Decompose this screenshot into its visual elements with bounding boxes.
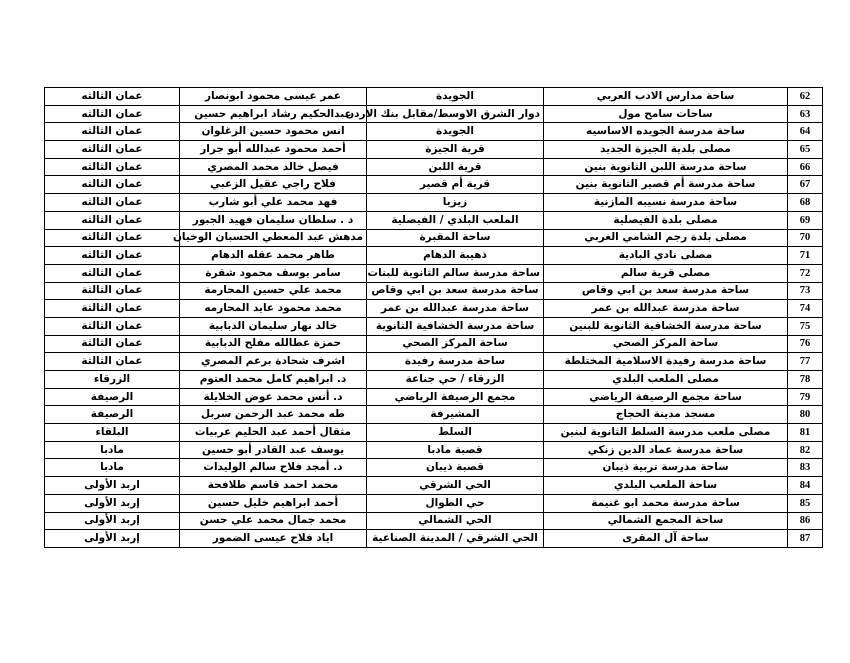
location-cell: دوار الشرق الاوسط/مقابل بنك الاردن	[367, 105, 544, 123]
prayer-venues-table	[44, 87, 823, 548]
area-cell: عمان الثالثه	[45, 88, 180, 106]
table-row	[45, 211, 823, 229]
name-cell: د . سلطان سليمان فهيد الجبور	[180, 211, 367, 229]
name-cell: حمزة عطالله مفلح الدبابية	[180, 335, 367, 353]
venue-cell: ساحة مجمع الرصيفة الرياضي	[544, 388, 788, 406]
location-cell: قرية أم قصير	[367, 176, 544, 194]
location-cell: المشيرفة	[367, 406, 544, 424]
table-row	[45, 105, 823, 123]
table-row	[45, 494, 823, 512]
name-cell: د. أمجد فلاح سالم الوليدات	[180, 459, 367, 477]
row-number: 80	[788, 406, 823, 424]
area-cell: عمان الثالثه	[45, 229, 180, 247]
area-cell: مادبا	[45, 441, 180, 459]
area-cell: إربد الأولى	[45, 530, 180, 548]
venue-cell: ساحة مدرسة سعد بن ابي وقاص	[544, 282, 788, 300]
venue-cell: ساحة مدرسة محمد ابو غنيمة	[544, 494, 788, 512]
name-cell: طه محمد عبد الرحمن سربل	[180, 406, 367, 424]
row-number: 68	[788, 194, 823, 212]
name-cell: فلاح راجي عقيل الزعبي	[180, 176, 367, 194]
location-cell: قصبة مادبا	[367, 441, 544, 459]
table-row	[45, 406, 823, 424]
venue-cell: مصلى الملعب البلدي	[544, 371, 788, 389]
name-cell: فيصل خالد محمد المصري	[180, 158, 367, 176]
venue-cell: ساحة الملعب البلدي	[544, 477, 788, 495]
area-cell: اربد الأولى	[45, 477, 180, 495]
row-number: 71	[788, 247, 823, 265]
location-cell: قرية اللبن	[367, 158, 544, 176]
location-cell: ساحة مدرسة سعد بن ابي وقاص	[367, 282, 544, 300]
location-cell: ساحة مدرسة عبدالله بن عمر	[367, 300, 544, 318]
location-cell: الحي الشرقي	[367, 477, 544, 495]
area-cell: عمان الثالثة	[45, 353, 180, 371]
area-cell: عمان الثالثة	[45, 300, 180, 318]
table-row	[45, 158, 823, 176]
location-cell: ساحة المركز الصحي	[367, 335, 544, 353]
name-cell: اشرف شحادة برعم المصري	[180, 353, 367, 371]
name-cell: عبدالحكيم رشاد ابراهيم حسين	[180, 105, 367, 123]
row-number: 81	[788, 424, 823, 442]
table-row	[45, 194, 823, 212]
location-cell: ذهيبة الدهام	[367, 247, 544, 265]
row-number: 82	[788, 441, 823, 459]
row-number: 78	[788, 371, 823, 389]
venue-cell: ساحة مدرسة اللبن الثانوية بنين	[544, 158, 788, 176]
venue-cell: ساحات سامح مول	[544, 105, 788, 123]
table-row	[45, 371, 823, 389]
table-row	[45, 388, 823, 406]
area-cell: عمان الثالثة	[45, 317, 180, 335]
table-body	[45, 88, 823, 548]
venue-cell: ساحة المجمع الشمالي	[544, 512, 788, 530]
row-number: 77	[788, 353, 823, 371]
row-number: 83	[788, 459, 823, 477]
table-row	[45, 353, 823, 371]
table-row	[45, 459, 823, 477]
area-cell: الزرقاء	[45, 371, 180, 389]
venue-cell: مصلى قرية سالم	[544, 264, 788, 282]
name-cell: أحمد محمود عبدالله أبو جرار	[180, 141, 367, 159]
row-number: 75	[788, 317, 823, 335]
row-number: 73	[788, 282, 823, 300]
location-cell: مجمع الرصيفة الرياضي	[367, 388, 544, 406]
area-cell: عمان الثالثه	[45, 158, 180, 176]
row-number: 85	[788, 494, 823, 512]
venue-cell: ساحة مدرسة عبدالله بن عمر	[544, 300, 788, 318]
venue-cell: مسجد مدينة الحجاج	[544, 406, 788, 424]
name-cell: محمد جمال محمد علي حسن	[180, 512, 367, 530]
area-cell: عمان الثالثه	[45, 105, 180, 123]
table-row	[45, 477, 823, 495]
name-cell: أحمد ابراهيم خليل حسين	[180, 494, 367, 512]
location-cell: السلط	[367, 424, 544, 442]
row-number: 63	[788, 105, 823, 123]
venue-cell: ساحة مدارس الادب العربي	[544, 88, 788, 106]
area-cell: عمان الثالثه	[45, 176, 180, 194]
row-number: 72	[788, 264, 823, 282]
location-cell: الحي الشرقي / المدينة الصناعية	[367, 530, 544, 548]
table-row	[45, 300, 823, 318]
row-number: 62	[788, 88, 823, 106]
venue-cell: مصلى بلدة رجم الشامي الغربي	[544, 229, 788, 247]
area-cell: مادبا	[45, 459, 180, 477]
location-cell: الحي الشمالي	[367, 512, 544, 530]
table-row	[45, 88, 823, 106]
area-cell: عمان الثالثة	[45, 335, 180, 353]
row-number: 84	[788, 477, 823, 495]
location-cell: الجويدة	[367, 88, 544, 106]
table-row	[45, 441, 823, 459]
name-cell: اياد فلاح عيسى الضمور	[180, 530, 367, 548]
location-cell: الملعب البلدي / الفيصلية	[367, 211, 544, 229]
row-number: 69	[788, 211, 823, 229]
area-cell: عمان الثالثة	[45, 282, 180, 300]
table-row	[45, 229, 823, 247]
location-cell: الزرقاء / حي جناعة	[367, 371, 544, 389]
name-cell: طاهر محمد عقله الدهام	[180, 247, 367, 265]
name-cell: عمر عيسى محمود ابونصار	[180, 88, 367, 106]
location-cell: قصبة ذيبان	[367, 459, 544, 477]
name-cell: فهد محمد علي أبو شارب	[180, 194, 367, 212]
name-cell: د. أنس محمد عوض الخلايلة	[180, 388, 367, 406]
row-number: 76	[788, 335, 823, 353]
area-cell: إربد الأولى	[45, 494, 180, 512]
area-cell: الرصيفة	[45, 406, 180, 424]
name-cell: يوسف عبد القادر أبو حسين	[180, 441, 367, 459]
location-cell: ساحة مدرسة سالم الثانوية للبنات	[367, 264, 544, 282]
venue-cell: ساحة المركز الصحي	[544, 335, 788, 353]
name-cell: مدهش عبد المعطي الحسبان الوخيان	[180, 229, 367, 247]
row-number: 67	[788, 176, 823, 194]
area-cell: عمان الثالثه	[45, 123, 180, 141]
table-row	[45, 335, 823, 353]
location-cell: ساحة مدرسة رفيدة	[367, 353, 544, 371]
name-cell: محمد احمد قاسم طلافحة	[180, 477, 367, 495]
venue-cell: ساحة مدرسة رفيدة الاسلامية المختلطة	[544, 353, 788, 371]
table-row	[45, 317, 823, 335]
table-row	[45, 247, 823, 265]
venue-cell: ساحة مدرسة تربية ذيبان	[544, 459, 788, 477]
area-cell: عمان الثالثه	[45, 247, 180, 265]
row-number: 70	[788, 229, 823, 247]
venue-cell: مصلى نادي البادية	[544, 247, 788, 265]
location-cell: ساحة المقبرة	[367, 229, 544, 247]
area-cell: الرصيفة	[45, 388, 180, 406]
row-number: 86	[788, 512, 823, 530]
venue-cell: ساحة مدرسة عماد الدين زنكي	[544, 441, 788, 459]
name-cell: انس محمود حسين الزغلوان	[180, 123, 367, 141]
row-number: 64	[788, 123, 823, 141]
area-cell: البلقاء	[45, 424, 180, 442]
name-cell: محمد محمود عايد المحارمه	[180, 300, 367, 318]
area-cell: إربد الأولى	[45, 512, 180, 530]
name-cell: محمد علي حسين المحارمة	[180, 282, 367, 300]
name-cell: خالد نهار سليمان الدبابية	[180, 317, 367, 335]
venue-cell: مصلى ملعب مدرسة السلط الثانوية لبنين	[544, 424, 788, 442]
area-cell: عمان الثالثه	[45, 211, 180, 229]
area-cell: عمان الثالثه	[45, 141, 180, 159]
name-cell: د. ابراهيم كامل محمد العتوم	[180, 371, 367, 389]
table-row	[45, 282, 823, 300]
location-cell: حي الطوال	[367, 494, 544, 512]
table-row	[45, 141, 823, 159]
table-row	[45, 264, 823, 282]
venue-cell: مصلى بلدية الجيزة الجديد	[544, 141, 788, 159]
venue-cell: ساحة مدرسة أم قصير الثانوية بنين	[544, 176, 788, 194]
location-cell: ساحة مدرسة الخشافية الثانوية	[367, 317, 544, 335]
table-row	[45, 512, 823, 530]
row-number: 65	[788, 141, 823, 159]
venue-cell: ساحة مدرسة الجويده الاساسيه	[544, 123, 788, 141]
name-cell: مثقال أحمد عبد الحليم عربيات	[180, 424, 367, 442]
name-cell: سامر يوسف محمود شقرة	[180, 264, 367, 282]
table-row	[45, 424, 823, 442]
venue-cell: ساحة مدرسة نسيبه المازنية	[544, 194, 788, 212]
row-number: 87	[788, 530, 823, 548]
table-row	[45, 123, 823, 141]
area-cell: عمان الثالثه	[45, 194, 180, 212]
venue-cell: ساحة مدرسة الخشافية الثانوية للبنين	[544, 317, 788, 335]
location-cell: قرية الجيزة	[367, 141, 544, 159]
table-row	[45, 176, 823, 194]
row-number: 74	[788, 300, 823, 318]
location-cell: الجويدة	[367, 123, 544, 141]
row-number: 79	[788, 388, 823, 406]
area-cell: عمان الثالثه	[45, 264, 180, 282]
row-number: 66	[788, 158, 823, 176]
venue-cell: ساحة آل المقرى	[544, 530, 788, 548]
location-cell: زيزيا	[367, 194, 544, 212]
venue-cell: مصلى بلدة الفيصلية	[544, 211, 788, 229]
table-row	[45, 530, 823, 548]
